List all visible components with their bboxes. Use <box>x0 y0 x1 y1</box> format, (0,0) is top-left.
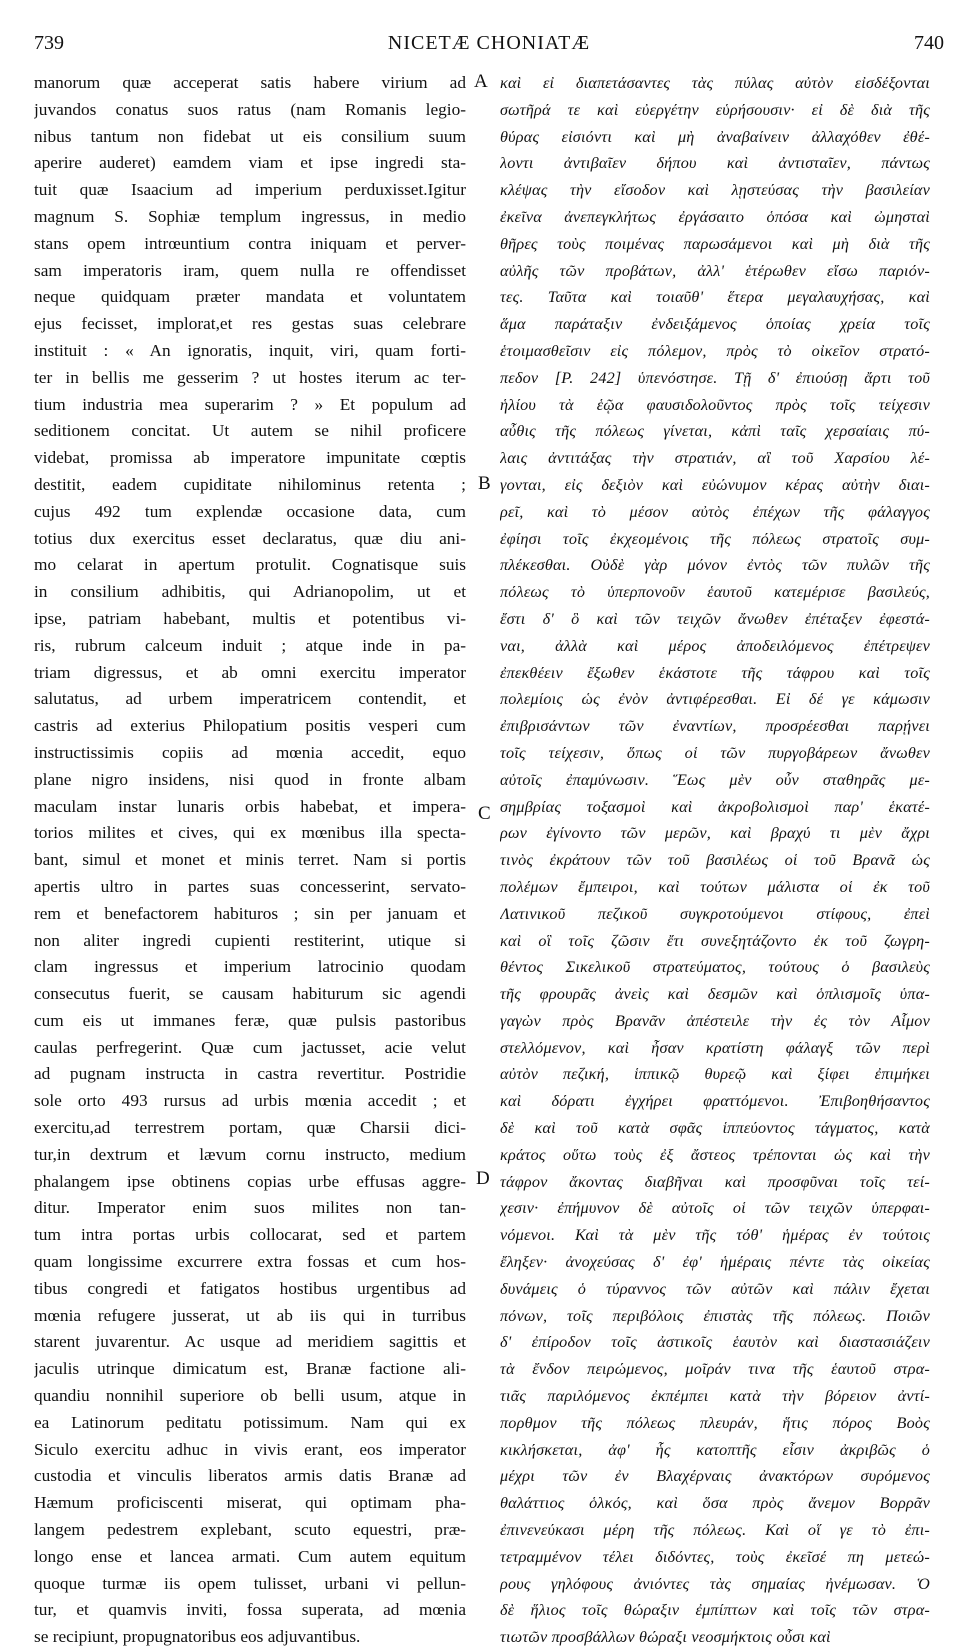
greek-text-line: ρεῖ, καὶ τὸ μέσον αὐτὸς ἐπέχων τῆς φάλαγγος <box>500 502 930 521</box>
latin-text-line: consecutus fuerit, se causam habiturum sic agendi <box>34 984 466 1004</box>
greek-text-line: αὐτὸν πεζική, ἱππικῷ θυρεῷ καὶ ξίφει ἐπιμήκει <box>500 1065 930 1084</box>
greek-text-line: ἐπινενεύκασι μέρη τῆς πόλεως. Καὶ οἵ γε τὸ ἐπι- <box>500 1521 930 1540</box>
greek-text-line: τῆς φρουρᾶς ἀνεὶς καὶ δεσμῶν καὶ ὁπλισμοῖς ὑπα- <box>500 985 930 1004</box>
latin-text-line: phalangem ipse obtinens copias urbe effusas aggre- <box>34 1171 466 1191</box>
greek-text-line: δ' ἐπίροδον τοῖς ἀστικοῖς ἑαυτὸν καὶ διαστασιάζειν <box>500 1333 930 1352</box>
greek-text-line: σωτῆρά τε καὶ εὐεργέτην εὑρήσουσιν· εἰ δὲ διὰ τῆς <box>500 100 930 119</box>
greek-text-line: ἑτοιμασθεῖσιν εἰς πόλεμον, πρὸς τὸ οἰκεῖον στρατό- <box>500 341 930 360</box>
latin-text-line: exercitu,ad terrestrem portam, quæ Charsii dici- <box>34 1118 466 1138</box>
greek-text-line: μέχρι τῶν ἐν Βλαχέρναις ἀνακτόρων συρόμενος <box>500 1467 930 1486</box>
latin-text-line: maculam instar lunaris orbis habebat, et impera- <box>34 796 466 816</box>
greek-text-line: θύρας εἰσιόντι καὶ μὴ ἀναβαίνειν ἀλλαχόθεν ἐθέ- <box>500 127 930 146</box>
latin-text-line: Siculo exercitu adhuc in vivis erant, eos imperator <box>34 1439 466 1459</box>
latin-text-line: rem et benefactorem habituros ; sin per januam et <box>34 903 466 923</box>
greek-text-line: θέντος Σικελικοῦ στρατεύματος, τούτους ὁ βασιλεὺς <box>500 958 930 977</box>
greek-text-line: τοῖς τείχεσιν, ὅπως οἱ τῶν πυργοβάρεων ἄνωθεν <box>500 743 930 762</box>
greek-text-line: καὶ οἳ τοῖς ζῶσιν ἔτι συνεξητάζοντο ἐκ τοῦ ζωγρη- <box>500 931 930 950</box>
latin-text-line: ter in bellis me gesserim ? ut hostes iterum ac ter- <box>34 367 466 387</box>
greek-text-line: πολέμων ἔμπειροι, καὶ τούτων μάλιστα οἱ ἐκ τοῦ <box>500 877 930 896</box>
margin-marker-a: A <box>474 71 488 92</box>
latin-text-line: apertis ultro in partes suas concesserint, servato- <box>34 876 466 896</box>
latin-column <box>34 70 466 1651</box>
greek-text-line: πόνων, τοῖς περιβόλοις ἐπιστὰς τῆς πόλεως. Ποιῶν <box>500 1306 930 1325</box>
latin-text-line: aperire auderet) eamdem viam et ipse ingredi sta- <box>34 153 466 173</box>
running-title: NICETÆ CHONIATÆ <box>387 32 591 54</box>
greek-text-line: τάφρον ἄκοντας διαβῆναι καὶ προσφῦναι τοῖς τεί- <box>500 1172 930 1191</box>
latin-text-line: instructissimis copiis ad mœnia accedit, equo <box>34 742 466 762</box>
margin-marker-b: B <box>478 473 491 494</box>
latin-text-line: langem pedestrem explebant, scuto equestri, præ- <box>34 1520 466 1540</box>
latin-text-line: tuit quæ Isaacium ad imperium perduxisset.Igitur <box>34 180 466 200</box>
latin-text-line: quam longissime excurrere extra fossas et cum hos- <box>34 1252 466 1272</box>
greek-text-line: καὶ εἰ διαπετάσαντες τὰς πύλας αὐτὸν εἰσδέξονται <box>500 74 930 92</box>
latin-text-line: instituit : « An ignoratis, inquit, viri, quam forti- <box>34 340 466 360</box>
page-number-left: 739 <box>34 32 64 54</box>
latin-text-line: tur, et quamvis inviti, fossa superata, ad mœnia <box>34 1600 466 1620</box>
latin-text-line: jaculis utrinque dimicatum est, Branæ factione ali- <box>34 1359 466 1379</box>
greek-text-line: τιᾶς παριλόμενος ἐκπέμπει κατὰ τὴν βόρειον ἀντί- <box>500 1387 930 1406</box>
greek-text-line: πόλεως τὸ ὑπερπονοῦν ἑαυτοῦ κατεμέρισε βασιλεύς, <box>500 583 930 602</box>
greek-text-line: κλέψας τὴν εἴσοδον καὶ λῃστεύσας τὴν βασιλείαν <box>500 181 930 200</box>
greek-text-line: χεσιν· ἐπήμυνον δὲ αὐτοῖς οἱ τῶν τειχῶν ὑπερφαι- <box>500 1199 930 1218</box>
latin-text-line: mœnia refugere jusserat, ut ab iis qui in turribus <box>34 1305 466 1325</box>
greek-text-line: τὰ ἔνδον πειρώμενος, μοῖράν τινα τῆς ἑαυτοῦ στρα- <box>500 1360 930 1379</box>
greek-text-line: αὐτοῖς ἐπαμύνωσιν. Ἕως μὲν οὖν σταθηρᾶς με- <box>500 770 930 789</box>
latin-text-line: Hæmum proficiscenti miserat, qui optimam pha- <box>34 1493 466 1513</box>
latin-text-line: triam digressus, et ab omni exercitu imperator <box>34 662 466 682</box>
greek-text-line: ναι, ἀλλὰ καὶ μέρος ἀποδειλόμενος ἐπέτρεψεν <box>500 636 930 655</box>
latin-text-line: castris ad exterius Philopatium positis vesperi cum <box>34 716 466 736</box>
greek-text-line: δὲ καὶ τοῦ κατὰ σφᾶς ἱππεύοντος τάγματος, κατὰ <box>500 1119 930 1138</box>
latin-text-line: bant, simul et monet et minis terret. Nam si portis <box>34 850 466 870</box>
latin-text-line: tibus congredi et fatigatos hostibus urgentibus ad <box>34 1278 466 1298</box>
latin-text-line: custodia et vinculis liberatos armis datis Branæ ad <box>34 1466 466 1486</box>
latin-text-line: cujus 492 tum explendæ occasione data, cum <box>34 501 466 521</box>
greek-text-line: νόμενοι. Καὶ τὰ μὲν τῆς τόθ' ἡμέρας ἐν τούτοις <box>500 1226 930 1245</box>
latin-text-line: ditur. Imperator enim suos milites non tan- <box>34 1198 466 1218</box>
latin-text-line: juvandos conatus suos ratus (nam Romanis legio- <box>34 99 466 119</box>
latin-text-line: caulas perfregerint. Quæ cum jactusset, acie velut <box>34 1037 466 1057</box>
greek-text-line: ἡλίου τὰ ἑῷα φαυσιδολοῦντος πρὸς τοῖς τείχεσιν <box>500 395 930 414</box>
latin-text-line: sole orto 493 rursus ad urbis mœnia accedit ; et <box>34 1091 466 1111</box>
greek-text-line: ἅμα παράταξιν ἐνδειξάμενος ὁποίας χρεία τοῖς <box>500 315 930 334</box>
latin-text-line: plane nigro insidens, nisi quod in fronte albam <box>34 769 466 789</box>
latin-text-line: ea Latinorum peditatu potissimum. Nam qui ex <box>34 1412 466 1432</box>
greek-text-line: δυνάμεις ὁ τύραννος τῶν αὐτῶν καὶ πάλιν ἔχεται <box>500 1279 930 1298</box>
latin-text-line: quoque turmæ iis opem tulisset, urbani vi pellun- <box>34 1573 466 1593</box>
latin-text-line: ad pugnam instructa in castra revertitur. Postridie <box>34 1064 466 1084</box>
greek-text-line: κράτος οὕτω τοὺς ἐξ ἄστεος τρέπονται ὡς καὶ τὴν <box>500 1145 930 1164</box>
greek-column <box>500 70 930 1651</box>
latin-text-line: starent juvarentur. Ac usque ad meridiem sagittis et <box>34 1332 466 1352</box>
greek-text-line: καὶ δόρατι ἐγχήρει φραττόμενοι. Ἐπιβοηθήσαντος <box>500 1092 930 1111</box>
margin-marker-c: C <box>478 803 491 824</box>
latin-text-line: neque quidquam præter mandata et voluntatem <box>34 287 466 307</box>
greek-text-line: στελλόμενον, καὶ ἦσαν κρατίστη φάλαγξ τῶν περὶ <box>500 1038 930 1057</box>
latin-text-line: videbat, promissa ab imperatore impunitate cœptis <box>34 448 466 468</box>
latin-text-line: se recipiunt, propugnatoribus eos adjuvantibus. <box>34 1627 361 1647</box>
greek-text-line: γαγὼν πρὸς Βρανᾶν ἀπέστειλε τὴν ἐς τὸν Αἷμον <box>500 1011 930 1030</box>
latin-text-line: longo ense et lancea armati. Cum autem equitum <box>34 1546 466 1566</box>
latin-text-line: ipse, patriam habebant, multis et potentibus vi- <box>34 608 466 628</box>
greek-text-line: σημβρίας τοξασμοὶ καὶ ἀκροβολισμοὶ παρ' ἑκατέ- <box>500 797 930 816</box>
greek-text-line: δὲ ἥλιος τοῖς θώραξιν ἐμπίπτων καὶ τοῖς τῶν στρα- <box>500 1601 930 1620</box>
latin-text-line: tium industria mea superarim ? » Et populum ad <box>34 394 466 414</box>
greek-text-line: πολεμίοις ὡς ἐνὸν ἀντιφέρεσθαι. Εἰ δέ γε κάμωσιν <box>500 690 930 709</box>
latin-text-line: non aliter ingredi cupienti restiterint, utique si <box>34 930 466 950</box>
latin-text-line: in consilium adhibitis, qui Adrianopolim, ut et <box>34 582 466 602</box>
greek-text-line: πλέκεσθαι. Οὐδὲ γὰρ μόνον ἐντὸς τῶν πυλῶν τῆς <box>500 556 930 575</box>
latin-text-line: sam imperatoris iram, quem nulla re offendisset <box>34 260 466 280</box>
latin-text-line: ejus fecisset, implorat,et res gestas suas celebrare <box>34 314 466 334</box>
greek-text-line: τινὸς ἐκράτουν τῶν τοῦ βασιλέως οἱ τοῦ Βρανᾶ ὡς <box>500 851 930 870</box>
latin-text-line: mo celarat in apertum protulit. Cognatisque suis <box>34 555 466 575</box>
greek-text-line: τιωτῶν προσβάλλων θώραξι νεοσμήκτοις οὖσι καὶ <box>500 1628 831 1647</box>
greek-text-line: αὐλῆς τῶν προβάτων, ἀλλ' ἑτέρωθεν εἴσω παριόν- <box>500 261 930 280</box>
latin-text-line: tum intra portas urbis collocarat, sed et partem <box>34 1225 466 1245</box>
greek-text-line: ἐπεκθέειν ἔξωθεν ἑκάστοτε τῆς τάφρου καὶ τοῖς <box>500 663 930 682</box>
page-number-right: 740 <box>914 32 944 54</box>
latin-text-line: destitit, eadem cupiditate nihilominus retenta ; <box>34 474 466 494</box>
greek-text-line: ἐπιβρισάντων τῶν ἐναντίων, προσρέεσθαι παρῄνει <box>500 717 930 736</box>
greek-text-line: τετραμμένον τέλει διδόντες, τοὺς ἐκεῖσέ πη μετεώ- <box>500 1547 930 1566</box>
greek-text-line: πορθμον τῆς πόλεως πλευράν, ἥτις πόρος Βοὸς <box>500 1413 930 1432</box>
latin-text-line: manorum quæ acceperat satis habere virium ad <box>34 73 466 92</box>
latin-text-line: clam ingressus et imperium latrocinio quodam <box>34 957 466 977</box>
greek-text-line: Λατινικοῦ πεζικοῦ συγκροτούμενοι στίφους, ἐπεὶ <box>500 904 930 923</box>
greek-text-line: πεδον [P. 242] ὑπενόστησε. Τῇ δ' ἐπιούσῃ ἄρτι τοῦ <box>500 368 930 387</box>
greek-text-line: ρων ἐγίνοντο τῶν μερῶν, καὶ βραχύ τι μὲν ἄχρι <box>500 824 930 843</box>
greek-text-line: θαλάττιος ὁλκός, καὶ ὅσα πρὸς ἄνεμον Βορρᾶν <box>500 1494 930 1513</box>
latin-text-line: quandiu nonnihil superiore ob belli usum, atque in <box>34 1386 466 1406</box>
latin-text-line: cum eis ut immanes feræ, quæ pulsis pastoribus <box>34 1010 466 1030</box>
greek-text-line: λαις ἀντιτάξας τὴν στρατιάν, αἳ τοῦ Χαρσίου λέ- <box>500 449 930 468</box>
greek-text-line: γονται, εἰς δεξιὸν καὶ εὐώνυμον κέρας αὐτὴν διαι- <box>500 475 930 494</box>
latin-text-line: tur,in dextrum et lævum cornu instructo, medium <box>34 1144 466 1164</box>
latin-text-line: seditionem concitat. Ut autem se nihil proficere <box>34 421 466 441</box>
latin-text-line: torios milites et cives, qui ex mœnibus illa specta- <box>34 823 466 843</box>
greek-text-line: αὖθις τῆς πόλεως γίνεται, κἀπὶ ταῖς χερσαίαις πύ- <box>500 422 930 441</box>
latin-text-line: salutatus, ad urbem imperatricem contendit, et <box>34 689 466 709</box>
greek-text-line: ἔστι δ' ὃ καὶ τῶν τειχῶν ἄνωθεν ἐπέταξεν ἐφεστά- <box>500 609 930 628</box>
margin-marker-d: D <box>476 1168 490 1189</box>
greek-text-line: ρους γηλόφους ἀνιόντες τὰς σημαίας ἠνέμωσαν. Ὁ <box>500 1574 930 1593</box>
greek-text-line: ἔληξεν· ἀνοχεύσας δ' ἐφ' ἡμέραις πέντε τὰς οἰκείας <box>500 1253 930 1272</box>
greek-text-line: τες. Ταῦτα καὶ τοιαῦθ' ἕτερα μεγαλαυχήσας, καὶ <box>500 288 930 307</box>
greek-text-line: κικλήσκεται, ἀφ' ἧς κατοπτῆς εἶσιν ἀκριβῶς ὁ <box>500 1440 930 1459</box>
greek-text-line: λοντι ἀντιβαῖεν δήπου καὶ ἀντισταῖεν, πάντως <box>500 154 930 173</box>
latin-text-line: stans opem intrœuntium contra iniquam et perver- <box>34 233 466 253</box>
latin-text-line: ris, rubrum calceum induit ; atque inde in pa- <box>34 635 466 655</box>
greek-text-line: θῆρες τοὺς ποιμένας παρωσάμενοι καὶ μὴ διὰ τῆς <box>500 234 930 253</box>
greek-text-line: ἐκεῖνα ἀνεπεγκλήτως ἐργάσαιτο ὁπόσα καὶ ὠμησταὶ <box>500 207 930 226</box>
latin-text-line: totius dux exercitus esset declaratus, quæ diu ani- <box>34 528 466 548</box>
latin-text-line: nibus tantum non fidebat ut eis consilium suum <box>34 126 466 146</box>
running-header <box>34 32 944 62</box>
latin-text-line: magnum S. Sophiæ templum ingressus, in medio <box>34 206 466 226</box>
greek-text-line: ἐφίησι τοῖς ἐκχεομένοις τῆς πόλεως στρατοῖς συμ- <box>500 529 930 548</box>
